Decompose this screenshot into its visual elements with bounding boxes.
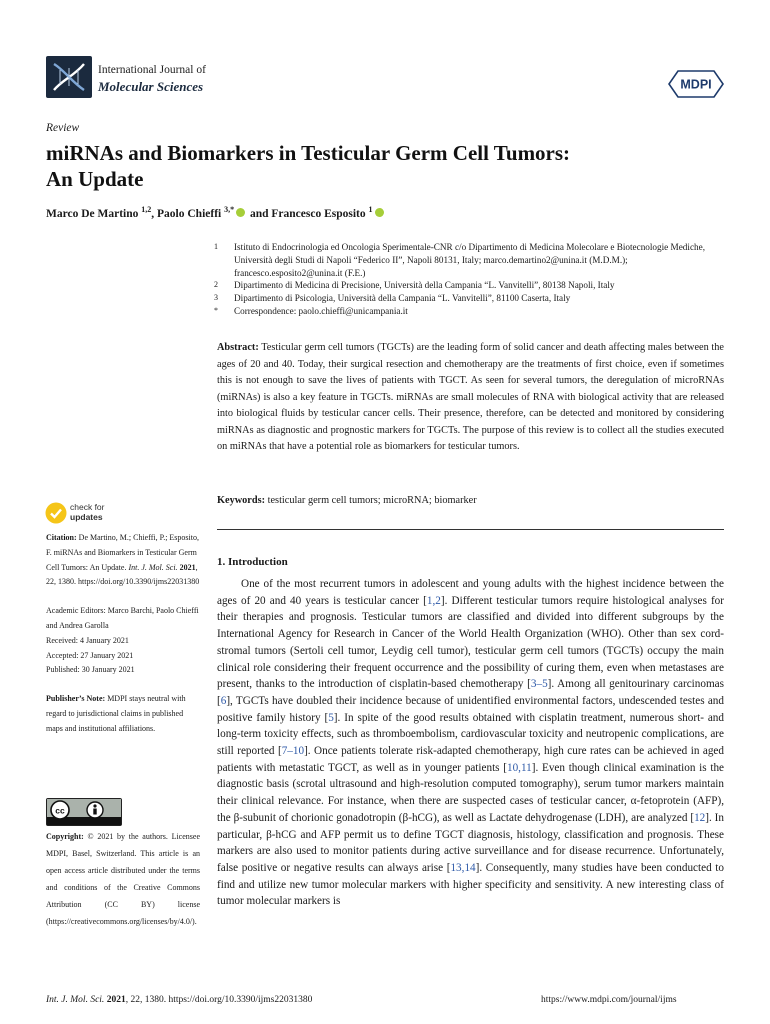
affiliation-mark: 3 [214, 293, 218, 303]
citation-link[interactable]: 3–5 [530, 678, 548, 691]
author-affiliation-mark: 1 [368, 205, 373, 214]
author-separator: , [151, 207, 158, 220]
footer-doi[interactable]: , 22, 1380. https://doi.org/10.3390/ijms22031380 [125, 995, 313, 1005]
affiliations [214, 241, 724, 318]
academic-editors: Academic Editors: Marco Barchi, Paolo Chieffi and Andrea Garolla [46, 606, 199, 630]
affiliation-text: Dipartimento di Medicina di Precisione, Università della Campania “L. Vanvitelli”, 80138 Napoli, Italy [234, 280, 615, 291]
publisher-note-label: Publisher’s Note: [46, 694, 106, 704]
cc-by-license-badge[interactable] [46, 798, 122, 826]
keywords [217, 495, 724, 506]
affiliation-mark: 2 [214, 280, 218, 290]
correspondence-text[interactable]: Correspondence: paolo.chieffi@unicampania.it [234, 305, 408, 316]
publisher-note [46, 692, 200, 736]
article-type: Review [46, 122, 80, 134]
affiliation-mark: 1 [214, 242, 218, 251]
copyright-notice [46, 828, 200, 930]
journal-name-line2: Molecular Sciences [98, 79, 204, 94]
orcid-icon[interactable] [375, 208, 384, 217]
introduction-paragraph [217, 576, 724, 910]
title-line-2: An Update [46, 167, 144, 191]
journal-name-line1: International Journal of [98, 64, 206, 76]
body-text: ]. In particular, β-hCG and AFP permit us to define TGCT diagnosis, histology, classification and prognosis. These markers are also used to monitor patients during active surveillance and for disease recurrence. Unfortunately, false positive or negative results can always arise [ [217, 811, 725, 874]
citation-journal: Int. J. Mol. Sci. [128, 562, 178, 572]
abstract [217, 340, 724, 456]
section-heading-introduction: 1. Introduction [217, 556, 288, 568]
check-for-updates-button[interactable] [44, 501, 68, 530]
check-updates-icon [44, 501, 68, 525]
citation [46, 531, 200, 590]
footer-journal: Int. J. Mol. Sci. [46, 995, 105, 1005]
affiliation-item [214, 292, 724, 305]
body-text: ]. Different testicular tumors require histological analyses for their therapies and prognosis. Testicular tumors are classified and divided into different subgroups by the International Agency for Research in Cancer of the World Health Organization (WHO). Other than sex cord-stromal tumors (Sertoli cell tumor, Leydig cell tumor), testicular germ cell tumors (TGCTs) occupy the main clinical role considering their frequent occurrence and the possibility of curing them, even when metastases are present, thanks to the introduction of cisplatin-based chemotherapy [ [217, 594, 724, 691]
received-date: Received: 4 January 2021 [46, 635, 129, 645]
body-text: ]. Once patients tolerate risk-adapted chemotherapy, high cure rates can be achieved in aged patients with metastatic TGCT, as well as in younger patients [ [217, 745, 724, 774]
affiliation-mark: * [214, 305, 218, 315]
footer-journal-url[interactable]: https://www.mdpi.com/journal/ijms [541, 995, 677, 1005]
dna-helix-icon [46, 56, 92, 98]
citation-text: De Martino, M.; Chieffi, P.; Esposito, F. miRNAs and Biomarkers in Testicular Germ Cell Tumors: An Update. [46, 533, 199, 572]
affiliation-text: Istituto di Endocrinologia ed Oncologia Sperimentale-CNR c/o Dipartimento di Medicina Molecolare e Biotecnologie Mediche, Università degli Studi di Napoli “Federico II”, Napoli 80131, Italy; marco.demartino2@unina.it (M.D.M.); francesco.esposito2@unina.it (F.E.) [234, 242, 705, 278]
body-text: ]. Even though clinical examination is the diagnostic basis (scrotal ultrasound and high-resolution computed tomography), serum tumor markers maintain their clinical relevance. For instance, when there are suspected cases of testicular cancer, α-fetoprotein (AFP), the β-subunit of chorionic gonadotropin (β-hCG), as well as Lactate dehydrogenase (LDH), are analyzed [ [217, 761, 724, 824]
journal-logo [46, 56, 92, 98]
body-text: ], TGCTs have doubled their incidence because of unidentified environmental factors, undescended testes and positive family history [ [217, 694, 724, 724]
citation-link[interactable]: 13,14 [450, 861, 476, 874]
copyright-label: Copyright: [46, 832, 84, 841]
author-name[interactable]: Marco De Martino [46, 207, 139, 220]
keywords-text: testicular germ cell tumors; microRNA; biomarker [267, 495, 477, 506]
body-text: ]. Consequently, many studies have been conducted to find and utilize new tumor molecular markers with higher specificity and sensitivity. A new interesting class of tumor molecular markers is [217, 861, 724, 908]
citation-label: Citation: [46, 533, 77, 542]
check-updates-line1: check for [70, 502, 105, 512]
affiliation-item [214, 241, 724, 279]
accepted-date: Accepted: 27 January 2021 [46, 650, 134, 660]
affiliation-item [214, 305, 724, 318]
affiliation-item [214, 279, 724, 292]
affiliation-text: Dipartimento di Psicologia, Università della Campania “L. Vanvitelli”, 81100 Caserta, Italy [234, 293, 571, 304]
article-title [46, 140, 726, 192]
body-text: ]. Among all genitourinary carcinomas [ [217, 678, 725, 707]
citation-year: 2021 [179, 562, 196, 572]
mdpi-logo [668, 70, 724, 103]
author-name[interactable]: Francesco Esposito [271, 207, 366, 220]
citation-link[interactable]: 5 [328, 711, 334, 724]
citation-doi[interactable]: , 22, 1380. https://doi.org/10.3390/ijms22031380 [46, 562, 200, 587]
citation-link[interactable]: 12 [694, 811, 706, 824]
body-text: ]. In spite of the good results obtained with cisplatin treatment, numerous short- and long-term toxicity effects, such as thromboembolism, cardiovascular toxicity and neutropenic complications, are still reported [ [217, 711, 724, 758]
keywords-label: Keywords: [217, 495, 266, 506]
citation-link[interactable]: 7–10 [281, 745, 305, 758]
check-updates-line2: updates [70, 511, 103, 522]
footer-year: 2021 [106, 995, 126, 1005]
check-for-updates-label[interactable] [70, 503, 105, 522]
svg-text:cc: cc [55, 805, 65, 816]
section-divider [217, 529, 724, 530]
publisher-note-text: MDPI stays neutral with regard to jurisdictional claims in published maps and institutional affiliations. [46, 694, 186, 733]
abstract-label: Abstract: [217, 342, 259, 353]
author-affiliation-mark: 3,* [224, 205, 235, 214]
author-list [46, 205, 386, 220]
published-date: Published: 30 January 2021 [46, 665, 135, 675]
title-line-1: miRNAs and Biomarkers in Testicular Germ Cell Tumors: [46, 141, 571, 165]
citation-link[interactable]: 1,2 [426, 594, 441, 607]
copyright-text: © 2021 by the authors. Licensee MDPI, Basel, Switzerland. This article is an open access article distributed under the terms and conditions of the Creative Commons Attribution (CC BY) license (https://creativecommons.org/licenses/by/4.0/). [46, 832, 201, 926]
author-affiliation-mark: 1,2 [141, 205, 152, 214]
orcid-icon[interactable] [236, 208, 245, 217]
footer-citation [46, 995, 312, 1005]
abstract-text: Testicular germ cell tumors (TGCTs) are the leading form of solid cancer and death affecting males between the ages of 20 and 40. Today, their surgical resection and chemotherapy are the treatments of first choice, even if sometimes this is not enough to save the lives of patients with TGCT. As seen for several tumors, the deregulation of microRNAs (miRNAs) is also a key feature in TGCTs. miRNAs are small molecules of RNA with biological activity that are released into biological fluids by testicular cancer cells. Their presence, therefore, can be detected and monitored by considering miRNAs as diagnostic and prognostic markers for TGCTs. The purpose of this review is to collect all the studies executed on miRNAs that have a potential role as biomarkers for testicular tumors. [217, 342, 725, 452]
mdpi-logo-text: MDPI [680, 77, 712, 92]
author-name[interactable]: Paolo Chieffi [157, 207, 222, 220]
citation-link[interactable]: 6 [220, 694, 227, 707]
author-separator: and [247, 207, 272, 220]
article-info-sidebar [46, 531, 200, 737]
body-text: One of the most recurrent tumors in adolescent and young adults with the highest incidence between the ages of 20 and 40 years is testicular cancer [ [217, 578, 724, 607]
citation-link[interactable]: 10,11 [506, 761, 532, 774]
